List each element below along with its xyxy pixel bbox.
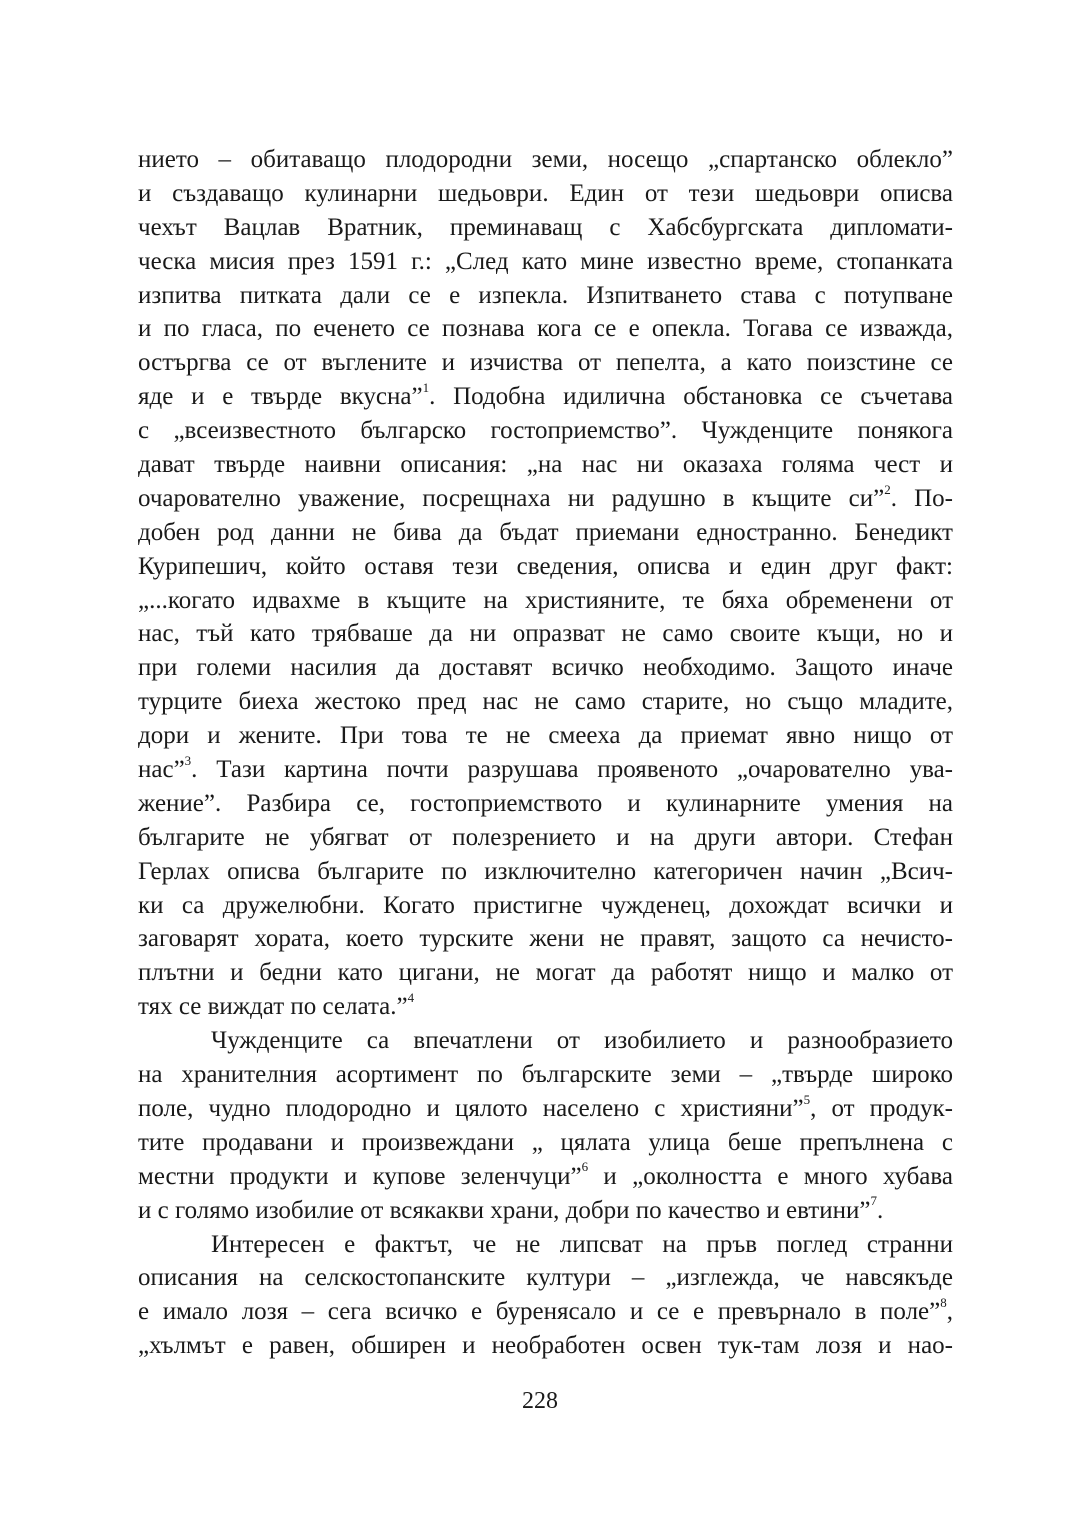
- text-line: [138, 143, 953, 177]
- line-text: нието – обитаващо плодородни земи, носещо „спартанско облекло”: [138, 146, 953, 173]
- line-text: „хълмът е равен, обширен и необработен освен тук-там лозя и нао-: [138, 1332, 953, 1360]
- text-line: [138, 719, 953, 753]
- text-line: [138, 1295, 953, 1329]
- footnote-marker: 1: [422, 379, 430, 395]
- text-line: [138, 380, 953, 414]
- text-line: [138, 889, 953, 923]
- text-line: [138, 482, 953, 516]
- line-text: изпитва питката дали се е изпекла. Изпитването става с потупване: [138, 281, 953, 309]
- line-text: чехът Вацлав Вратник, преминаващ с Хабсбургската дипломати-: [138, 213, 953, 241]
- text-line: [138, 1160, 953, 1194]
- line-text: ки са дружелюбни. Когато пристигне чужденец, дохождат всички и: [138, 891, 953, 919]
- text-line: [138, 1329, 953, 1363]
- text-line: [138, 685, 953, 719]
- line-text: тите продавани и произвеждани „ цялата улица беше препълнена с: [138, 1128, 953, 1156]
- line-text: с „всеизвестното българско гостоприемство”. Чужденците понякога: [138, 417, 953, 445]
- line-text: местни продукти и купове зеленчуци”: [138, 1162, 582, 1190]
- line-text: добен род данни не бива да бъдат приемани едностранно. Бенедикт: [138, 518, 953, 546]
- text-line: [138, 448, 953, 482]
- page-number: 228: [522, 1388, 558, 1414]
- line-text: Герлах описва българите по изключително категоричен начин „Всич-: [138, 857, 953, 885]
- text-line: [138, 414, 953, 448]
- line-text: плътни и бедни като цигани, не могат да работят нищо и малко от: [138, 959, 953, 987]
- line-text-after: . Подобна идилична обстановка се съчетава: [429, 383, 954, 411]
- line-text-after: и „околността е много хубава: [588, 1162, 953, 1190]
- text-line: [138, 990, 953, 1024]
- text-line: [138, 855, 953, 889]
- text-line: [138, 1194, 953, 1228]
- line-text: и по гласа, по еченето се познава кога се е опекла. Тогава се изважда,: [138, 315, 953, 343]
- footnote-marker: 5: [803, 1091, 811, 1107]
- text-line: [138, 617, 953, 651]
- line-text: „...когато идвахме в къщите на християните, те бяха обременени от: [138, 586, 953, 614]
- text-line: [138, 787, 953, 821]
- text-line: [138, 312, 953, 346]
- line-text: нас”: [138, 756, 185, 784]
- line-text: остъргва се от въглените и изчиства от пепелта, а като поизстине се: [138, 349, 953, 377]
- footnote-marker: 8: [940, 1294, 947, 1310]
- text-line: [138, 922, 953, 956]
- text-line: [138, 1024, 953, 1058]
- line-text: българите не убягват от полезрението и на други автори. Стефан: [138, 823, 953, 851]
- line-text: дори и жените. При това те не смееха да приемат явно нищо от: [138, 722, 953, 750]
- line-text: турците биеха жестоко пред нас не само старите, но също младите,: [138, 688, 953, 716]
- footnote-marker: 3: [184, 752, 192, 768]
- text-line: [138, 821, 953, 855]
- line-text: заговарят хората, което турските жени не правят, защото са нечисто-: [138, 925, 953, 953]
- text-line: [138, 211, 953, 245]
- text-line: [138, 1126, 953, 1160]
- line-text: жение”. Разбира се, гостоприемството и кулинарните умения на: [138, 789, 953, 817]
- body-text: [138, 143, 953, 1363]
- line-text: нас, тъй като трябваше да ни опразват не само своите къщи, но и: [138, 620, 953, 648]
- text-line: [138, 753, 953, 787]
- line-text: яде и е твърде вкусна”: [138, 383, 423, 411]
- text-line: [138, 346, 953, 380]
- line-text: ческа мисия през 1591 г.: „След като мине известно време, стопанката: [138, 247, 953, 275]
- footnote-marker: 7: [870, 1193, 877, 1209]
- footnote-marker: 6: [581, 1159, 589, 1175]
- line-text: очарователно уважение, посрещнаха ни радушно в къщите си”: [138, 484, 885, 512]
- text-line: [138, 550, 953, 584]
- line-text: при големи насилия да доставят всичко необходимо. Защото иначе: [138, 654, 953, 682]
- text-line: [138, 177, 953, 211]
- line-text-after: . По-: [890, 484, 953, 512]
- line-text-after: . Тази картина почти разрушава проявеното „очарователно ува-: [191, 756, 953, 784]
- text-line: [138, 245, 953, 279]
- text-line: [138, 516, 953, 550]
- line-text: Интересен е фактът, че не липсват на пръв поглед странни: [211, 1230, 953, 1258]
- line-text: е имало лозя – сега всичко е буренясало и се е превърнало в поле”: [138, 1298, 941, 1326]
- text-line: [138, 279, 953, 313]
- footnote-marker: 4: [407, 989, 415, 1005]
- line-text: описания на селскостопанските култури – „изглежда, че навсякъде: [138, 1264, 953, 1292]
- line-text: дават твърде наивни описания: „на нас ни оказаха голяма чест и: [138, 451, 953, 479]
- text-line: [138, 1058, 953, 1092]
- line-text: Чужденците са впечатлени от изобилието и разнообразието: [211, 1027, 953, 1055]
- line-text: тях се виждат по селата.”: [138, 993, 408, 1021]
- text-line: [138, 1228, 953, 1262]
- footnote-marker: 2: [884, 481, 891, 497]
- line-text-after: ,: [946, 1298, 953, 1326]
- text-line: [138, 1261, 953, 1295]
- text-line: [138, 584, 953, 618]
- line-text: и с голямо изобилие от всякакви храни, добри по качество и евтини”: [138, 1196, 871, 1224]
- text-line: [138, 956, 953, 990]
- line-text: на хранителния асортимент по българските земи – „твърде широко: [138, 1061, 953, 1089]
- line-text: Курипешич, който оставя тези сведения, описва и един друг факт:: [138, 552, 953, 580]
- line-text-after: .: [876, 1196, 884, 1224]
- text-line: [138, 651, 953, 685]
- line-text-after: , от продук-: [810, 1094, 953, 1122]
- text-line: [138, 1092, 953, 1126]
- line-text: поле, чудно плодородно и цялото населено с християни”: [138, 1094, 804, 1122]
- line-text: и създаващо кулинарни шедьоври. Един от тези шедьоври описва: [138, 179, 953, 207]
